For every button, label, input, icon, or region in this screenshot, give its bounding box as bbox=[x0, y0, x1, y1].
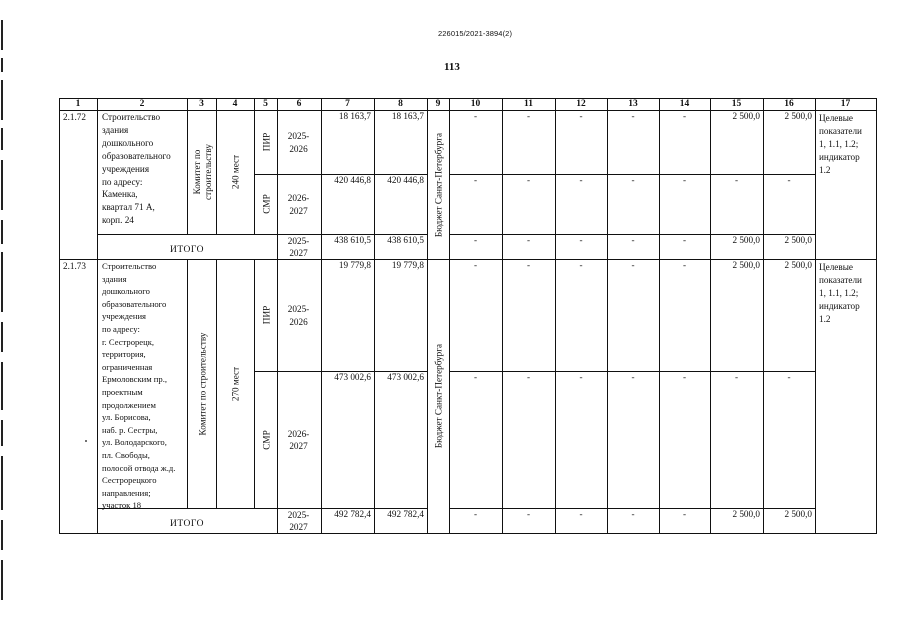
pir-value-col15: 2 500,0 bbox=[732, 111, 760, 121]
total-dash: - bbox=[473, 235, 478, 245]
pir-value-col7: 18 163,7 bbox=[338, 111, 371, 121]
smr-label: СМР bbox=[261, 429, 271, 450]
pir-label: ПИР bbox=[261, 132, 271, 152]
pir-dash: - bbox=[579, 111, 583, 121]
pir-value-col8: 18 163,7 bbox=[391, 111, 424, 121]
total-value-col16: 2 500,0 bbox=[784, 509, 812, 519]
smr-dash: - bbox=[787, 372, 791, 382]
pir-value-cell bbox=[763, 259, 816, 372]
smr-label: СМР bbox=[261, 194, 271, 214]
column-number: 5 bbox=[263, 98, 268, 109]
total-dash: - bbox=[579, 509, 583, 519]
budget-source: Бюджет Санкт-Петербурга bbox=[433, 132, 444, 237]
pir-dash: - bbox=[473, 111, 478, 121]
row-code: 2.1.72 bbox=[63, 112, 86, 122]
row-code: 2.1.73 bbox=[63, 261, 86, 271]
smr-dash: - bbox=[579, 175, 583, 185]
smr-value-col8: 420 446,8 bbox=[387, 175, 424, 185]
committee: Комитет по строительству bbox=[191, 144, 213, 200]
capacity: 240 мест bbox=[230, 154, 241, 190]
column-number: 8 bbox=[398, 98, 403, 109]
pir-dash: - bbox=[473, 260, 478, 270]
pir-label: ПИР bbox=[261, 305, 271, 325]
column-number: 14 bbox=[679, 98, 690, 109]
smr-value-cell bbox=[607, 371, 660, 509]
row-target: Целевые показатели 1, 1.1, 1.2; индикатор 1.2 bbox=[819, 113, 862, 175]
column-number: 2 bbox=[139, 98, 145, 109]
pir-value-cell bbox=[321, 259, 375, 372]
smr-dash: - bbox=[682, 175, 687, 185]
total-dash: - bbox=[682, 235, 687, 245]
row-object-name: Строительство здания дошкольного образовательного учреждения по адресу: г. Сестрорецк, территория, ограниченная Ермоловским пр., проектным продолжением ул. Борисова, наб. р. Сестры, ул. Володарского, пл. Свободы, полосой отвода ж.д. Сестрорецкого направления; участок 18 bbox=[102, 261, 176, 511]
pir-dash: - bbox=[682, 111, 687, 121]
pir-dash: - bbox=[682, 260, 687, 270]
pir-value-cell bbox=[607, 259, 660, 372]
smr-dash: - bbox=[682, 372, 687, 382]
column-number: 17 bbox=[840, 98, 851, 109]
code-cell bbox=[59, 259, 98, 534]
pir-value-col16: 2 500,0 bbox=[784, 111, 812, 121]
smr-value-cell bbox=[710, 371, 764, 509]
pir-value-cell bbox=[659, 259, 711, 372]
pir-value-col15: 2 500,0 bbox=[732, 260, 760, 270]
pir-dash: - bbox=[526, 111, 531, 121]
smr-dash: - bbox=[473, 175, 478, 185]
smr-value-cell bbox=[555, 371, 608, 509]
smr-value-cell bbox=[659, 371, 711, 509]
column-number: 6 bbox=[296, 98, 302, 109]
column-number: 4 bbox=[232, 98, 238, 109]
committee: Комитет по строительству bbox=[197, 332, 207, 435]
binding-edge bbox=[0, 0, 5, 640]
pir-value-cell bbox=[710, 259, 764, 372]
pir-value-cell bbox=[374, 259, 428, 372]
row-object-name: Строительство здания дошкольного образовательного учреждения по адресу: Каменка, квартал 71 А, корп. 24 bbox=[102, 112, 171, 226]
column-number: 15 bbox=[731, 98, 742, 109]
total-label: ИТОГО bbox=[169, 245, 204, 255]
smr-value-cell bbox=[321, 371, 375, 509]
column-number: 1 bbox=[75, 98, 81, 109]
total-period: 2025- 2027 bbox=[287, 235, 310, 258]
total-value-col8: 438 610,5 bbox=[387, 235, 424, 245]
pir-dash: - bbox=[631, 260, 635, 270]
smr-period: 2026- 2027 bbox=[287, 428, 310, 451]
smr-period: 2026- 2027 bbox=[287, 193, 310, 216]
smr-value-col7: 473 002,6 bbox=[334, 372, 371, 382]
smr-value-cell bbox=[449, 371, 503, 509]
row-target: Целевые показатели 1, 1.1, 1.2; индикатор 1.2 bbox=[819, 262, 862, 324]
column-number: 12 bbox=[576, 98, 586, 109]
smr-dash: - bbox=[631, 372, 635, 382]
total-value-col15: 2 500,0 bbox=[732, 235, 760, 245]
pir-value-col8: 19 779,8 bbox=[391, 260, 424, 270]
pir-value-cell bbox=[449, 259, 503, 372]
pir-value-cell bbox=[502, 259, 556, 372]
smr-dash: - bbox=[473, 372, 478, 382]
smr-value-col8: 473 002,6 bbox=[387, 372, 424, 382]
smr-value-col7: 420 446,8 bbox=[334, 175, 371, 185]
smr-dash: - bbox=[526, 372, 531, 382]
total-value-col7: 438 610,5 bbox=[334, 235, 371, 245]
smr-dash: - bbox=[734, 175, 739, 185]
smr-dash: - bbox=[734, 372, 739, 382]
total-dash: - bbox=[631, 235, 635, 245]
column-number: 3 bbox=[199, 98, 204, 109]
total-dash: - bbox=[526, 509, 531, 519]
pir-period: 2025- 2026 bbox=[287, 304, 310, 327]
total-value-col15: 2 500,0 bbox=[732, 509, 760, 519]
total-dash: - bbox=[526, 235, 531, 245]
smr-value-cell bbox=[374, 371, 428, 509]
smr-dash: - bbox=[526, 175, 531, 185]
total-dash: - bbox=[473, 509, 478, 519]
total-value-col16: 2 500,0 bbox=[784, 235, 812, 245]
column-number: 7 bbox=[345, 98, 350, 109]
pir-dash: - bbox=[526, 260, 531, 270]
total-dash: - bbox=[631, 509, 635, 519]
pir-dash: - bbox=[631, 111, 635, 121]
smr-value-cell bbox=[763, 371, 816, 509]
column-number: 10 bbox=[470, 98, 481, 109]
total-period: 2025- 2027 bbox=[287, 509, 310, 532]
total-value-col7: 492 782,4 bbox=[334, 509, 371, 519]
pir-value-col16: 2 500,0 bbox=[784, 260, 812, 270]
document-number: 226015/2021-3894(2) bbox=[438, 29, 513, 38]
smr-dash: - bbox=[579, 372, 583, 382]
column-number: 13 bbox=[628, 98, 638, 109]
pir-value-cell bbox=[555, 259, 608, 372]
smr-value-cell bbox=[502, 371, 556, 509]
column-number: 11 bbox=[524, 98, 533, 109]
column-number: 9 bbox=[435, 98, 441, 109]
total-dash: - bbox=[682, 509, 687, 519]
capacity: 270 мест bbox=[230, 366, 241, 401]
pir-period: 2025- 2026 bbox=[287, 131, 310, 154]
pir-value-col7: 19 779,8 bbox=[338, 260, 371, 270]
total-label: ИТОГО bbox=[169, 519, 204, 529]
pir-dash: - bbox=[579, 260, 583, 270]
total-dash: - bbox=[579, 235, 583, 245]
column-number: 16 bbox=[784, 98, 794, 109]
code-cell bbox=[59, 110, 98, 260]
smr-dash: - bbox=[787, 175, 791, 185]
smr-dash: - bbox=[631, 175, 635, 185]
budget-source: Бюджет Санкт-Петербурга bbox=[433, 343, 444, 449]
total-value-col8: 492 782,4 bbox=[387, 509, 424, 519]
page-number: 113 bbox=[444, 61, 460, 73]
